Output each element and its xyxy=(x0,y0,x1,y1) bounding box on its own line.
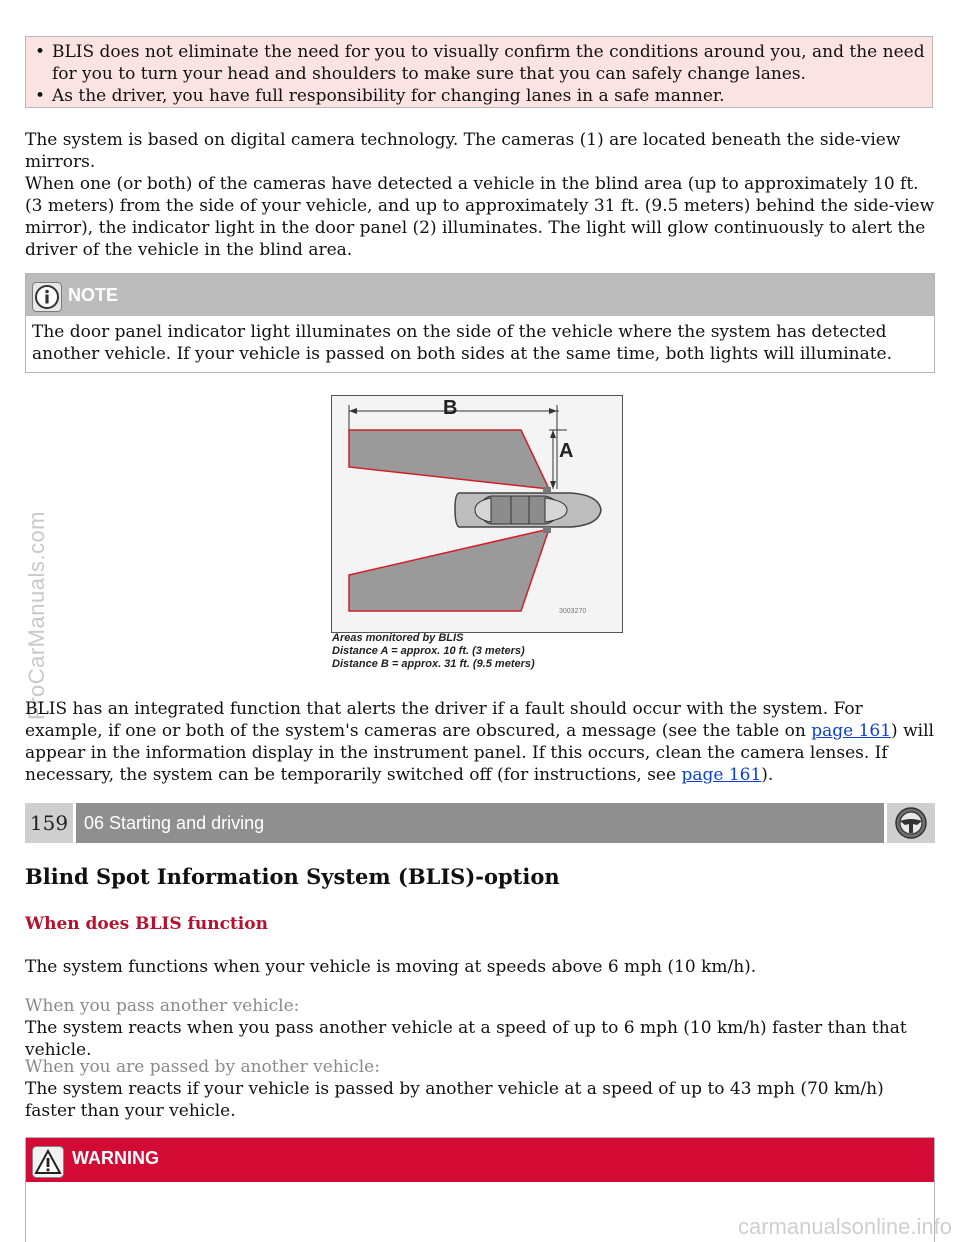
chapter-icon-box xyxy=(887,803,935,843)
section-subtitle: When does BLIS function xyxy=(25,914,268,934)
caution-list xyxy=(32,41,926,107)
caption-line: Distance B = approx. 31 ft. (9.5 meters) xyxy=(332,658,535,670)
note-body: The door panel indicator light illuminates on the side of the vehicle where the system has detected another vehicle. If your vehicle is passed on both sides at the same time, both lights will illuminate. xyxy=(32,322,893,364)
pass-paragraph: The system reacts when you pass another vehicle at a speed of up to 6 mph (10 km/h) faster than that vehicle. xyxy=(25,1018,907,1060)
note-box xyxy=(25,273,935,373)
chapter-title: 06 Starting and driving xyxy=(76,803,884,843)
page-number: 159 xyxy=(25,803,73,843)
label-b: B xyxy=(443,397,458,419)
car-top-view xyxy=(455,487,601,533)
intro-paragraph: The system functions when your vehicle is moving at speeds above 6 mph (10 km/h). xyxy=(25,957,757,977)
section-title: Blind Spot Information System (BLIS)-option xyxy=(25,864,560,889)
caution-item: • BLIS does not eliminate the need for you to visually confirm the conditions around you, and the need for you to turn your head and shoulders to make sure that you can safely change lanes. xyxy=(32,41,926,85)
detection-paragraph: When one (or both) of the cameras have detected a vehicle in the blind area (up to approximately 10 ft. (3 meters) from the side of your vehicle, and up to approximately 31 ft. (9.5 meters) behind the side-view mirror), the indicator light in the door panel (2) illuminates. The light will glow continuously to alert the driver of the vehicle in the blind area. xyxy=(25,174,935,260)
page-161-link[interactable]: page 161 xyxy=(811,721,892,741)
bottom-watermark: carmanualsonline.info xyxy=(737,1214,952,1239)
note-title: NOTE xyxy=(68,285,119,305)
figure-code: 3003270 xyxy=(559,608,587,615)
warning-title: WARNING xyxy=(72,1148,159,1168)
blis-diagram-svg xyxy=(331,395,623,633)
fault-text-1: BLIS has an integrated function that alerts the driver if a fault should occur with the system. For example, if one or both of the system's cameras are obscured, a message (see the table on xyxy=(25,699,863,741)
caution-item: • As the driver, you have full responsibility for changing lanes in a safe manner. xyxy=(32,85,926,107)
info-icon xyxy=(32,282,62,312)
label-a: A xyxy=(559,440,574,462)
caution-box xyxy=(25,36,933,108)
note-header xyxy=(26,274,934,316)
fault-paragraph xyxy=(25,698,935,786)
steering-wheel-icon xyxy=(887,803,935,843)
passed-label: When you are passed by another vehicle: xyxy=(25,1057,380,1077)
page-161-link-2[interactable]: page 161 xyxy=(681,765,762,785)
camera-tech-paragraph: The system is based on digital camera technology. The cameras (1) are located beneath the side-view mirrors. xyxy=(25,130,901,172)
warning-header xyxy=(26,1138,934,1182)
chapter-bar xyxy=(25,803,935,843)
warning-triangle-icon xyxy=(32,1146,64,1178)
caption-line: Distance A = approx. 10 ft. (3 meters) xyxy=(332,645,525,657)
blis-diagram xyxy=(331,395,623,633)
fault-text-2: ) will appear in the information display in the instrument panel. If this occurs, clean the camera lenses. If necessary, the system can be temporarily switched off (for instructions, see xyxy=(25,721,934,785)
caption-line: Areas monitored by BLIS xyxy=(332,632,464,644)
pass-label: When you pass another vehicle: xyxy=(25,996,300,1016)
warning-box xyxy=(25,1137,935,1242)
passed-paragraph: The system reacts if your vehicle is passed by another vehicle at a speed of up to 43 mph (70 km/h) faster than your vehicle. xyxy=(25,1079,884,1121)
fault-text-3: ). xyxy=(761,765,774,785)
side-watermark: ProCarManuals.com xyxy=(24,510,49,720)
figure-caption xyxy=(332,632,632,671)
